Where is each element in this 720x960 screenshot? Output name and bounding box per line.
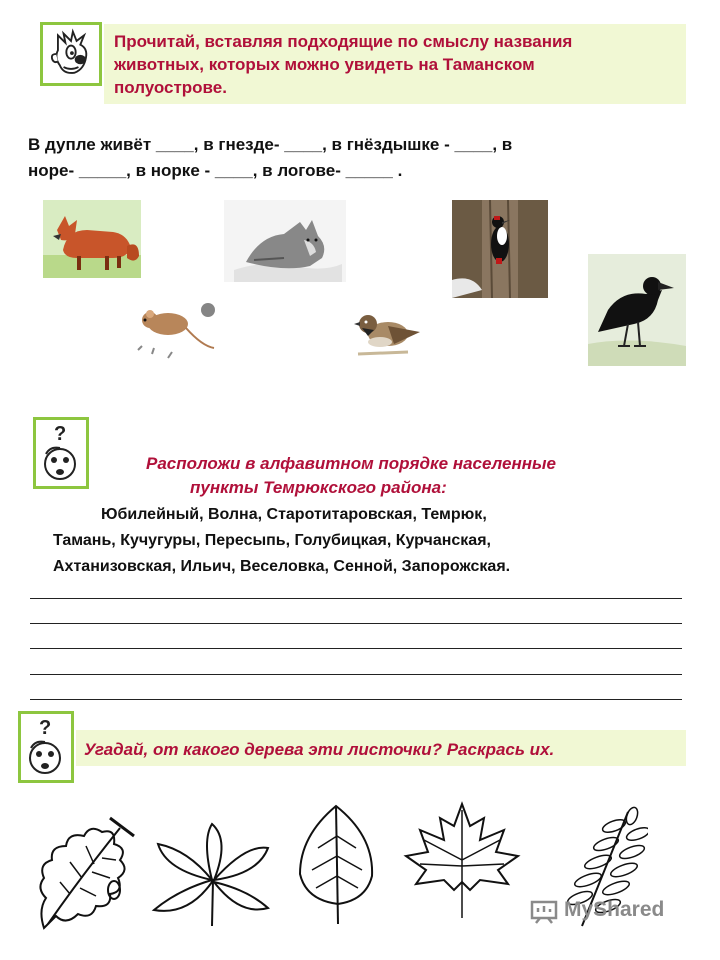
watermark-logo-icon (530, 898, 558, 924)
maple-leaf-drawing (400, 800, 524, 920)
crow-photo (588, 254, 686, 366)
answer-line-3[interactable] (30, 648, 682, 649)
places-line-1: Юбилейный, Волна, Старотитаровская, Темрюк, (101, 506, 487, 523)
oak-leaf-drawing (30, 798, 140, 938)
thinking-face-icon (21, 714, 71, 780)
answer-line-1[interactable] (30, 598, 682, 599)
chestnut-leaf-drawing (148, 820, 274, 928)
section-3-title: Угадай, от какого дерева эти листочки? Раскрась их. (84, 740, 555, 759)
section-1-title: Прочитай, вставляя подходящие по смыслу названия животных, которых можно увидеть на Таманском полуострове. (114, 32, 573, 97)
thinking-face-icon (36, 420, 86, 486)
answer-line-4[interactable] (30, 674, 682, 675)
task-icon-frame-2 (33, 417, 89, 489)
places-line-3: Ахтанизовская, Ильич, Веселовка, Сенной, Запорожская. (53, 558, 511, 575)
section-2-title-line-2: пункты Темрюкского района: (190, 478, 447, 497)
svg-text:?: ? (39, 717, 52, 739)
task-icon-frame-1 (40, 22, 102, 86)
cartoon-face-icon (43, 25, 99, 83)
mouse-photo (128, 288, 224, 368)
answer-line-2[interactable] (30, 623, 682, 624)
sparrow-photo (348, 294, 434, 364)
places-line-2: Тамань, Кучугуры, Пересыпь, Голубицкая, Курчанская, (53, 532, 491, 549)
task-line-2: норе- _____, в норке - ____, в логове- _____ . (28, 161, 403, 180)
fox-photo (43, 200, 141, 278)
section-2-title-line-1: Расположи в алфавитном порядке населенные (146, 454, 556, 473)
task-line-1: В дупле живёт ____, в гнезде- ____, в гнёздышке - ____, в (28, 135, 513, 154)
wolf-photo (224, 200, 346, 282)
task-icon-frame-3 (18, 711, 74, 783)
linden-leaf-drawing (288, 796, 384, 926)
woodpecker-photo (452, 200, 548, 298)
watermark-text: MyShared (564, 898, 665, 921)
svg-text:?: ? (54, 423, 67, 445)
answer-line-5[interactable] (30, 699, 682, 700)
